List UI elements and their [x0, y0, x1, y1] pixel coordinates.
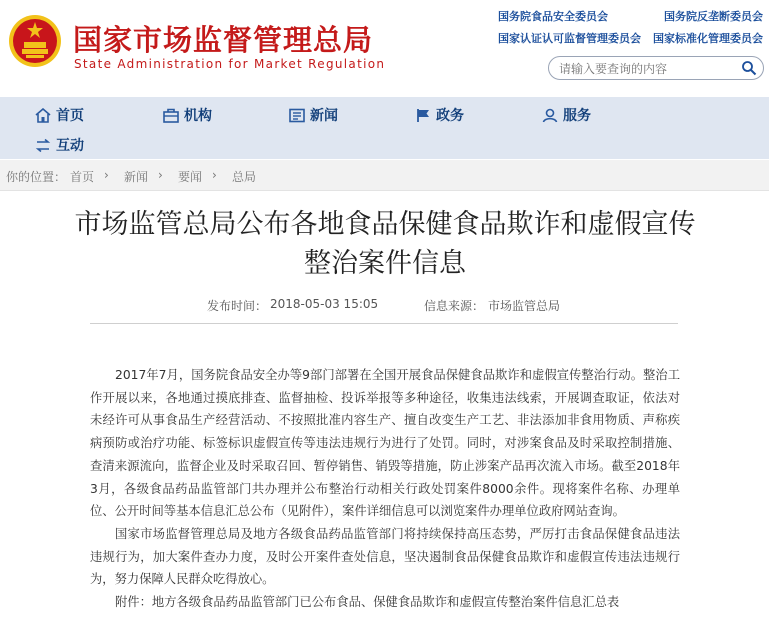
site-title: 国家市场监督管理总局	[73, 23, 374, 57]
site-header	[0, 0, 769, 97]
breadcrumb-separator: ›	[158, 168, 163, 182]
link-certification-committee[interactable]: 国家认证认可监督管理委员会	[498, 32, 641, 45]
nav-item-services[interactable]	[542, 101, 591, 129]
breadcrumb-separator: ›	[104, 168, 109, 182]
nav-item-organization[interactable]	[163, 101, 212, 129]
source-label: 信息来源：	[424, 299, 485, 313]
breadcrumb-headquarters[interactable]: 总局	[232, 170, 257, 184]
link-standardization-committee[interactable]: 国家标准化管理委员会	[653, 32, 763, 45]
link-food-safety-committee[interactable]: 国务院食品安全委员会	[498, 10, 608, 23]
nav-item-label: 新闻	[310, 108, 338, 124]
breadcrumb	[0, 160, 769, 191]
article-body	[90, 364, 680, 614]
interaction-icon	[35, 138, 51, 153]
home-icon	[35, 108, 51, 123]
divider	[90, 323, 678, 324]
paragraph: 2017年7月，国务院食品安全办等9部门部署在全国开展食品保健食品欺诈和虚假宣传整治行动。整治工作开展以来，各地通过摸底排查、监督抽检、投诉举报等多种途径，收集违法线索，开展调查取证，依法对未经许可从事食品生产经营活动、不按照批准内容生产、擅自改变生产工艺、非法添加非食用物质、声称疾病预防或治疗功能、标签标识虚假宣传等违法违规行为进行了处罚。同时，对涉案食品及时采取控制措施、查清来源流向，监督企业及时采取召回、暂停销售、销毁等措施，防止涉案产品再次流入市场。截至2018年3月，各级食品药品监管部门共办理并公布整治行动相关行政处罚案件8000余件。现将案件名称、办理单位、公开时间等基本信息汇总公布（见附件），案件详细信息可以浏览案件办理单位政府网站查询。	[90, 368, 680, 519]
nav-item-interaction[interactable]	[35, 131, 84, 159]
news-icon	[289, 108, 305, 123]
nav-item-label: 政务	[436, 108, 464, 124]
link-anti-monopoly-committee[interactable]: 国务院反垄断委员会	[664, 10, 763, 23]
attachment-link[interactable]: 附件：地方各级食品药品监管部门已公布食品、保健食品欺诈和虚假宣传整治案件信息汇总表	[115, 595, 620, 610]
search-icon[interactable]	[741, 60, 757, 76]
breadcrumb-home[interactable]: 首页	[70, 170, 95, 184]
source-value: 市场监管总局	[488, 299, 561, 313]
nav-item-label: 机构	[184, 108, 212, 124]
breadcrumb-label: 你的位置：	[6, 170, 67, 184]
publish-label: 发布时间：	[207, 299, 268, 313]
article-title: 市场监管总局公布各地食品保健食品欺诈和虚假宣传整治案件信息	[74, 209, 696, 279]
paragraph: 国家市场监督管理总局及地方各级食品药品监管部门将持续保持高压态势，严厉打击食品保健食品违法违规行为，加大案件查办力度，及时公开案件查处信息，坚决遏制食品保健食品欺诈和虚假宣传违法违规行为，努力保障人民群众吃得放心。	[90, 526, 680, 587]
main-nav	[0, 97, 769, 159]
nav-item-government-affairs[interactable]	[415, 101, 464, 129]
breadcrumb-news[interactable]: 新闻	[124, 170, 149, 184]
related-links	[498, 8, 763, 52]
publish-time: 2018-05-03 15:05	[270, 297, 379, 311]
nav-item-label: 首页	[56, 108, 84, 124]
national-emblem-icon	[8, 14, 62, 68]
nav-item-home[interactable]	[35, 101, 84, 129]
nav-item-label: 互动	[56, 138, 84, 154]
site-subtitle: State Administration for Market Regulation	[74, 57, 386, 71]
search-input[interactable]	[557, 59, 741, 79]
organization-icon	[163, 108, 179, 123]
breadcrumb-separator: ›	[212, 168, 217, 182]
search-box	[548, 56, 764, 80]
flag-icon	[415, 108, 431, 123]
nav-item-label: 服务	[563, 108, 591, 124]
nav-item-news[interactable]	[289, 101, 338, 129]
breadcrumb-headlines[interactable]: 要闻	[178, 170, 203, 184]
service-icon	[542, 108, 558, 123]
